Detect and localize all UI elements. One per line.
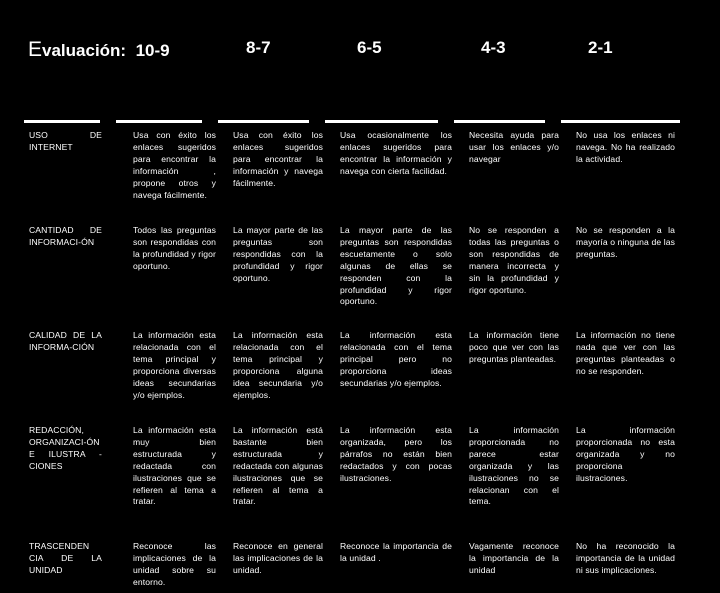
header-divider: [24, 120, 680, 123]
descriptor-cell: Vagamente reconoce la importancia de la unidad: [469, 541, 559, 575]
descriptor-cell: Reconoce las implicaciones de la unidad sobre su entorno.: [133, 541, 216, 587]
descriptor-cell: Reconoce la importancia de la unidad .: [340, 541, 452, 563]
criterion-label: TRASCENDEN CIA DE LA UNIDAD: [29, 541, 102, 575]
table-row: [24, 324, 680, 419]
criterion-label: REDACCIÓN, ORGANIZACI-ÓN E ILUSTRA -CIONES: [29, 425, 102, 471]
level-10-9: 10-9: [135, 41, 170, 60]
rubric-header: [0, 0, 720, 120]
descriptor-cell: No se responden a todas las preguntas o son respondidas de manera incorrecta y sin la profundidad y rigor oportuno.: [469, 225, 559, 295]
table-row: [24, 535, 680, 593]
descriptor-cell: La información tiene poco que ver con las preguntas planteadas.: [469, 330, 559, 364]
descriptor-cell: La información no tiene nada que ver con las preguntas planteadas o no se responden.: [576, 330, 675, 376]
descriptor-cell: La información esta muy bien estructurada y redactada con ilustraciones que se refieren al tema a tratar.: [133, 425, 216, 507]
descriptor-cell: La información proporcionada no esta organizada y no proporciona ilustraciones.: [576, 425, 675, 483]
criterion-label: USO DE INTERNET: [29, 130, 102, 152]
level-2-1: 2-1: [588, 38, 613, 57]
level-4-3: 4-3: [481, 38, 506, 57]
descriptor-cell: Todos las preguntas son respondidas con la profundidad y rigor oportuno.: [133, 225, 216, 271]
descriptor-cell: La información esta relacionada con el tema principal pero no proporciona ideas secundarias y/o ejemplos.: [340, 330, 452, 388]
descriptor-cell: La información esta relacionada con el tema principal y proporciona alguna idea secundaria y/o ejemplos.: [233, 330, 323, 400]
table-row: [24, 124, 680, 219]
descriptor-cell: La información está bastante bien estructurada y redactada con algunas ilustraciones que se refieren al tema a tratar.: [233, 425, 323, 507]
rubric-table: [24, 124, 680, 593]
level-6-5: 6-5: [357, 38, 382, 57]
level-8-7: 8-7: [246, 38, 271, 57]
descriptor-cell: Necesita ayuda para usar los enlaces y/o navegar: [469, 130, 559, 164]
descriptor-cell: La mayor parte de las preguntas son respondidas escuetamente o solo algunas de ellas se responden con la profundidad y rigor oportuno.: [340, 225, 452, 307]
descriptor-cell: No usa los enlaces ni navega. No ha realizado la actividad.: [576, 130, 675, 164]
table-row: [24, 419, 680, 535]
descriptor-cell: Usa con éxito los enlaces sugeridos para encontrar la información , propone otros y navega fácilmente.: [133, 130, 216, 200]
criterion-label: CALIDAD DE LA INFORMA-CIÓN: [29, 330, 102, 352]
descriptor-cell: Usa ocasionalmente los enlaces sugeridos para encontrar la información y navega con cierta facilidad.: [340, 130, 452, 176]
descriptor-cell: No ha reconocido la importancia de la unidad ni sus implicaciones.: [576, 541, 675, 575]
table-row: [24, 219, 680, 324]
descriptor-cell: Usa con éxito los enlaces sugeridos para encontrar la información y navega fácilmente.: [233, 130, 323, 188]
descriptor-cell: No se responden a la mayoría o ninguna de las preguntas.: [576, 225, 675, 259]
descriptor-cell: La información esta organizada, pero los párrafos no están bien redactados y con pocas ilustraciones.: [340, 425, 452, 483]
criterion-label: CANTIDAD DE INFORMACI-ÓN: [29, 225, 102, 247]
evaluation-title: Evaluación: 10-9: [28, 38, 170, 61]
descriptor-cell: Reconoce en general las implicaciones de la unidad.: [233, 541, 323, 575]
descriptor-cell: La información proporcionada no parece estar organizada y las ilustraciones no se relacionan con el tema.: [469, 425, 559, 507]
descriptor-cell: La mayor parte de las preguntas son respondidas con la profundidad y rigor oportuno.: [233, 225, 323, 283]
descriptor-cell: La información esta relacionada con el tema principal y proporciona diversas ideas secundarias y/o ejemplos.: [133, 330, 216, 400]
